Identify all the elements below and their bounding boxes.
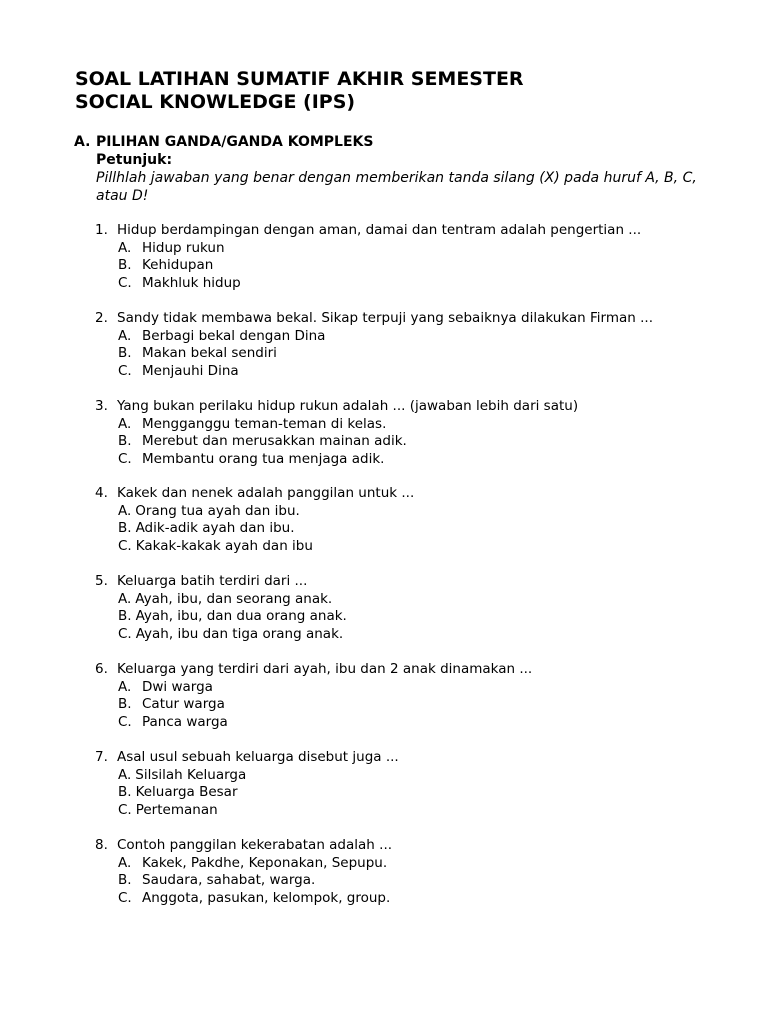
option-a[interactable]: A. Orang tua ayah dan ibu. [118, 502, 300, 519]
question-text: Contoh panggilan kekerabatan adalah ... [117, 837, 393, 853]
document-title [75, 68, 524, 114]
option-b[interactable]: B. Kehidupan [118, 257, 214, 274]
option-text: Ayah, ibu dan tiga orang anak. [135, 625, 344, 642]
option-b[interactable]: B. Saudara, sahabat, warga. [118, 872, 316, 889]
question-3 [95, 398, 578, 468]
question-number: 3. [95, 398, 108, 414]
question-5 [95, 573, 347, 643]
question-text: Kakek dan nenek adalah panggilan untuk ... [117, 485, 415, 501]
question-7 [95, 749, 399, 819]
option-b[interactable]: B. Ayah, ibu, dan dua orang anak. [118, 608, 347, 625]
question-number: 6. [95, 661, 108, 677]
option-text: Catur warga [142, 696, 225, 713]
option-b[interactable]: B. Keluarga Besar [118, 784, 238, 801]
option-text: Mengganggu teman-teman di kelas. [142, 415, 387, 432]
option-text: Membantu orang tua menjaga adik. [142, 450, 385, 467]
instruction-label: Petunjuk: [96, 152, 173, 168]
option-c[interactable]: C. Pertemanan [118, 801, 218, 818]
option-text: Pertemanan [135, 801, 218, 818]
option-text: Merebut dan merusakkan mainan adik. [142, 433, 407, 450]
option-text: Berbagi bekal dengan Dina [142, 327, 326, 344]
question-number: 7. [95, 749, 108, 765]
question-text: Keluarga yang terdiri dari ayah, ibu dan 2 anak dinamakan ... [117, 661, 533, 677]
question-text: Keluarga batih terdiri dari ... [117, 573, 308, 589]
option-c[interactable]: C. Menjauhi Dina [118, 362, 239, 379]
option-text: Saudara, sahabat, warga. [142, 872, 316, 889]
question-6 [95, 661, 532, 731]
question-number: 2. [95, 310, 108, 326]
option-a[interactable]: A. Hidup rukun [118, 239, 225, 256]
option-c[interactable]: C. Membantu orang tua menjaga adik. [118, 450, 385, 467]
question-text: Sandy tidak membawa bekal. Sikap terpuji yang sebaiknya dilakukan Firman ... [117, 310, 653, 326]
instruction-text: Pillhlah jawaban yang benar dengan memberikan tanda silang (X) pada huruf A, B, C, atau D! [96, 170, 697, 204]
option-c[interactable]: C. Kakak-kakak ayah dan ibu [118, 537, 313, 554]
option-text: Makhluk hidup [142, 274, 241, 291]
option-text: Ayah, ibu, dan seorang anak. [135, 590, 333, 607]
option-a[interactable]: A. Silsilah Keluarga [118, 766, 247, 783]
question-4 [95, 485, 414, 555]
option-text: Adik-adik ayah dan ibu. [135, 520, 295, 537]
option-a[interactable]: A. Mengganggu teman-teman di kelas. [118, 415, 387, 432]
question-text: Asal usul sebuah keluarga disebut juga ... [117, 749, 399, 765]
option-c[interactable]: C. Makhluk hidup [118, 274, 241, 291]
section-heading [74, 133, 373, 151]
question-number: 1. [95, 222, 108, 238]
option-a[interactable]: A. Berbagi bekal dengan Dina [118, 327, 326, 344]
option-a[interactable]: A. Dwi warga [118, 678, 213, 695]
option-text: Kakak-kakak ayah dan ibu [135, 537, 313, 554]
option-text: Makan bekal sendiri [142, 345, 277, 362]
option-text: Silsilah Keluarga [135, 766, 247, 783]
section-title: PILIHAN GANDA/GANDA KOMPLEKS [96, 134, 374, 150]
option-text: Menjauhi Dina [142, 362, 239, 379]
question-number: 8. [95, 837, 108, 853]
option-b[interactable]: B. Catur warga [118, 696, 225, 713]
question-1 [95, 222, 641, 292]
option-text: Panca warga [142, 713, 228, 730]
option-text: Kehidupan [142, 257, 214, 274]
section-letter: A. [74, 134, 91, 150]
option-text: Kakek, Pakdhe, Keponakan, Sepupu. [142, 854, 388, 871]
option-c[interactable]: C. Ayah, ibu dan tiga orang anak. [118, 625, 344, 642]
question-number: 5. [95, 573, 108, 589]
option-b[interactable]: B. Merebut dan merusakkan mainan adik. [118, 433, 407, 450]
option-text: Anggota, pasukan, kelompok, group. [142, 889, 391, 906]
option-text: Orang tua ayah dan ibu. [135, 502, 300, 519]
option-text: Dwi warga [142, 678, 213, 695]
option-text: Hidup rukun [142, 239, 225, 256]
question-8 [95, 837, 392, 907]
option-b[interactable]: B. Makan bekal sendiri [118, 345, 277, 362]
option-b[interactable]: B. Adik-adik ayah dan ibu. [118, 520, 295, 537]
title-line-1: SOAL LATIHAN SUMATIF AKHIR SEMESTER [75, 68, 524, 90]
option-c[interactable]: C. Panca warga [118, 713, 228, 730]
question-number: 4. [95, 485, 108, 501]
option-a[interactable]: A. Ayah, ibu, dan seorang anak. [118, 590, 333, 607]
option-text: Keluarga Besar [135, 784, 238, 801]
question-text: Yang bukan perilaku hidup rukun adalah ... (jawaban lebih dari satu) [117, 398, 579, 414]
question-2 [95, 310, 653, 380]
title-line-2: SOCIAL KNOWLEDGE (IPS) [75, 91, 356, 113]
option-text: Ayah, ibu, dan dua orang anak. [135, 608, 347, 625]
option-a[interactable]: A. Kakek, Pakdhe, Keponakan, Sepupu. [118, 854, 388, 871]
option-c[interactable]: C. Anggota, pasukan, kelompok, group. [118, 889, 391, 906]
question-text: Hidup berdampingan dengan aman, damai dan tentram adalah pengertian ... [117, 222, 642, 238]
